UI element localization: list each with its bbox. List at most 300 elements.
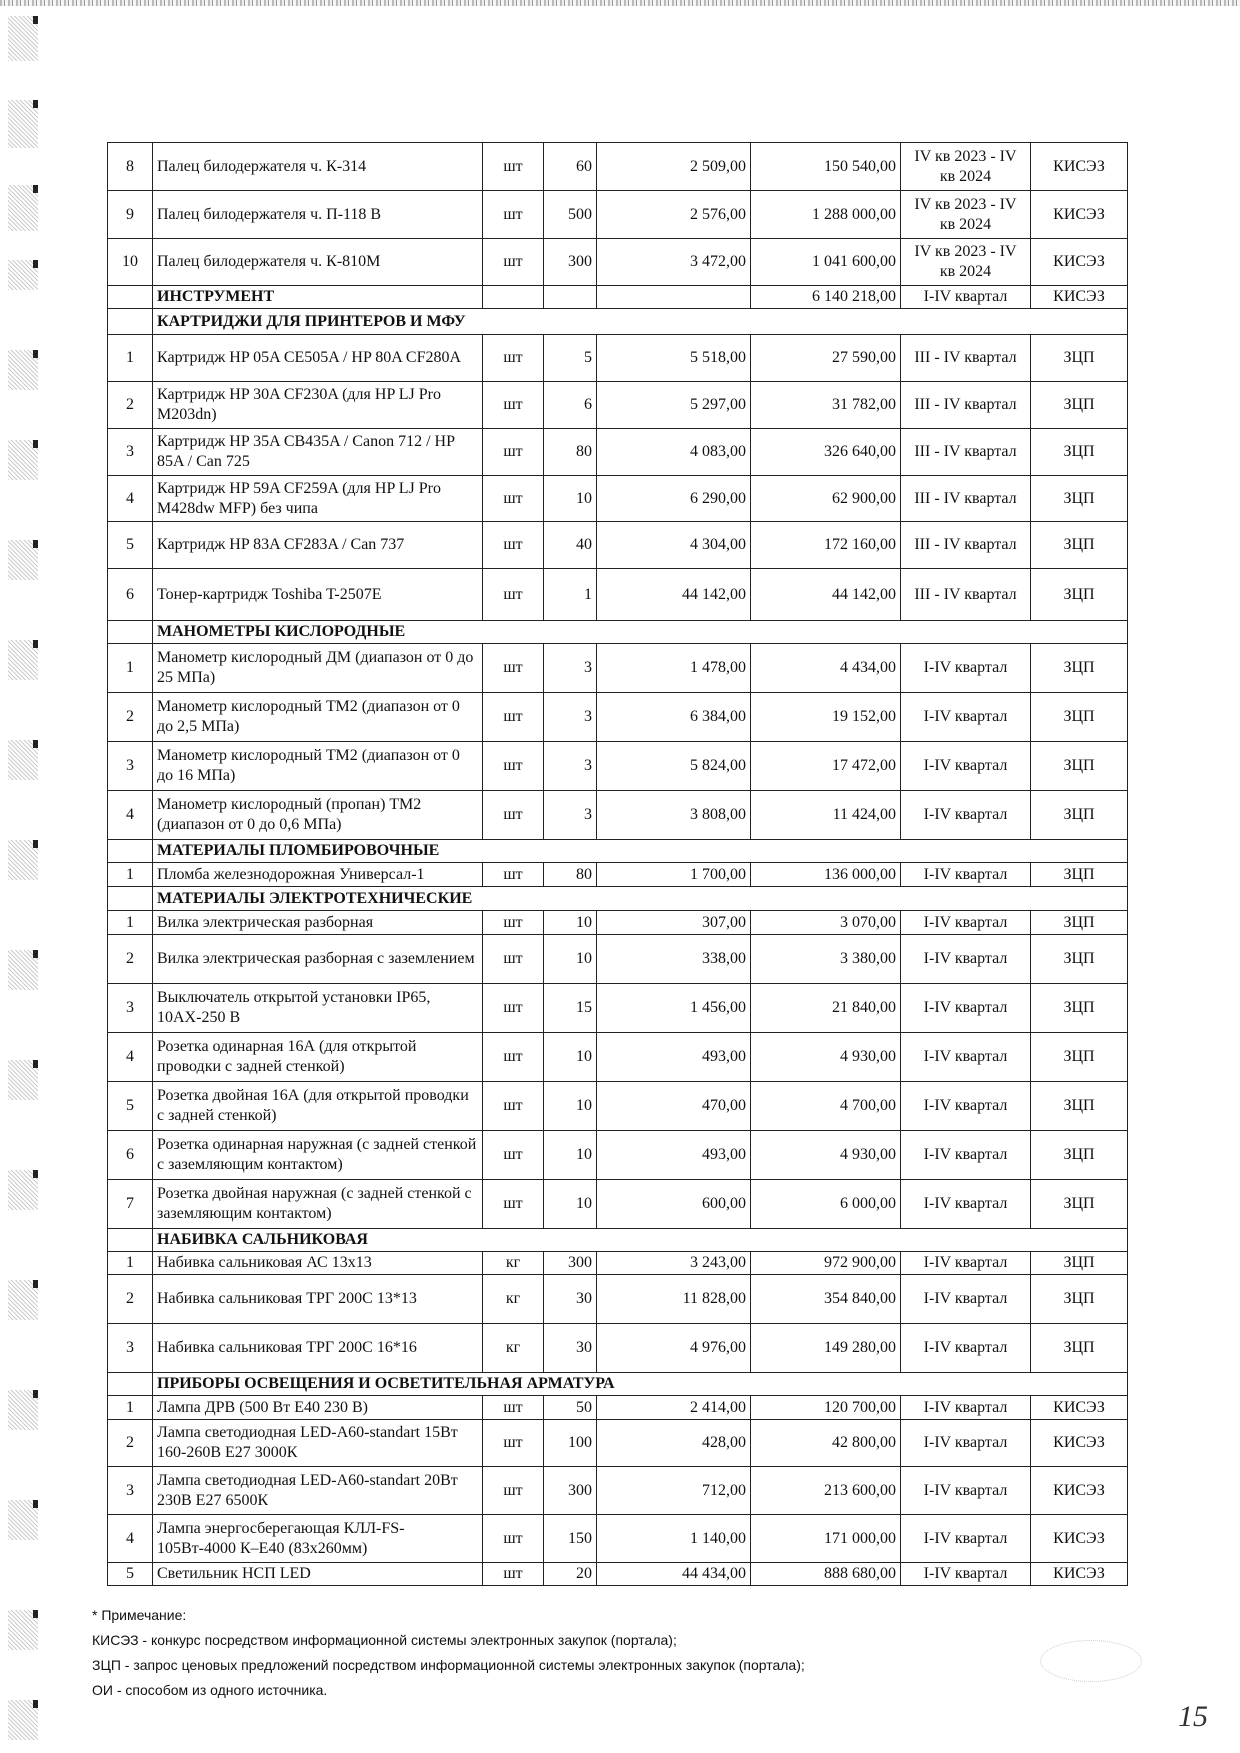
period-cell: I-IV квартал [901,1275,1031,1324]
total-cell: 354 840,00 [751,1275,901,1324]
unit-price-cell: 4 304,00 [597,522,751,569]
unit-cell: кг [483,1275,544,1324]
period-cell: III - IV квартал [901,522,1031,569]
row-number: 3 [108,1467,153,1515]
quantity-cell: 6 [544,382,597,429]
quantity-cell: 10 [544,1180,597,1229]
item-name: Набивка сальниковая АС 13х13 [153,1252,483,1275]
period-cell: I-IV квартал [901,984,1031,1033]
row-number-empty [108,840,153,863]
quantity-cell: 300 [544,1252,597,1275]
method-cell: КИСЭЗ [1031,239,1128,286]
method-cell: КИСЭЗ [1031,191,1128,239]
total-cell: 17 472,00 [751,742,901,791]
unit-price-cell: 5 518,00 [597,335,751,382]
item-name: Картридж HP 59A CF259A (для HP LJ Pro M428dw MFP) без чипа [153,476,483,522]
binding-hole-mark [8,350,38,390]
table-row [108,791,1128,840]
method-cell: ЗЦП [1031,1131,1128,1180]
period-cell: I-IV квартал [901,286,1031,309]
method-cell: ЗЦП [1031,935,1128,984]
row-number: 1 [108,1396,153,1420]
unit-price-cell: 2 509,00 [597,143,751,191]
period-cell: I-IV квартал [901,1252,1031,1275]
table-row [108,1563,1128,1586]
section-header-row [108,621,1128,644]
quantity-cell: 3 [544,644,597,693]
row-number: 2 [108,1275,153,1324]
period-cell: III - IV квартал [901,476,1031,522]
binding-hole-mark [8,440,38,480]
quantity-cell: 20 [544,1563,597,1586]
faded-stamp [1040,1640,1142,1682]
total-cell: 213 600,00 [751,1467,901,1515]
table-row [108,429,1128,476]
period-cell: I-IV квартал [901,1131,1031,1180]
unit-cell: шт [483,1033,544,1082]
method-cell: ЗЦП [1031,476,1128,522]
quantity-cell: 10 [544,1082,597,1131]
method-cell: КИСЭЗ [1031,143,1128,191]
binding-hole-mark [8,1610,38,1650]
section-header-row [108,840,1128,863]
binding-hole-mark [8,1700,38,1740]
row-number: 4 [108,791,153,840]
table-row [108,522,1128,569]
section-header-row [108,1229,1128,1252]
method-cell: КИСЭЗ [1031,1467,1128,1515]
unit-price-cell: 600,00 [597,1180,751,1229]
total-cell: 6 000,00 [751,1180,901,1229]
table-row [108,984,1128,1033]
binding-hole-mark [8,1500,38,1540]
table-row [108,742,1128,791]
quantity-cell: 3 [544,742,597,791]
footnote-kisez: КИСЭЗ - конкурс посредством информационной системы электронных закупок (портала); [92,1632,677,1648]
item-name: Картридж HP 35A CB435A / Canon 712 / HP 85A / Can 725 [153,429,483,476]
row-number: 2 [108,935,153,984]
row-number-empty [108,309,153,335]
binding-hole-mark [8,1060,38,1100]
total-cell: 171 000,00 [751,1515,901,1563]
unit-cell: кг [483,1252,544,1275]
period-cell: I-IV квартал [901,863,1031,887]
method-cell: КИСЭЗ [1031,1396,1128,1420]
unit-cell: шт [483,863,544,887]
unit-cell: шт [483,1396,544,1420]
method-cell: КИСЭЗ [1031,286,1128,309]
period-cell: I-IV квартал [901,791,1031,840]
table-row [108,335,1128,382]
row-number: 1 [108,911,153,935]
method-cell: ЗЦП [1031,984,1128,1033]
quantity-cell: 30 [544,1324,597,1373]
method-cell: ЗЦП [1031,1252,1128,1275]
unit-price-cell: 338,00 [597,935,751,984]
unit-price-cell: 5 297,00 [597,382,751,429]
quantity-cell: 60 [544,143,597,191]
unit-price-cell: 2 414,00 [597,1396,751,1420]
method-cell: КИСЭЗ [1031,1515,1128,1563]
section-title: МАНОМЕТРЫ КИСЛОРОДНЫЕ [153,621,1128,644]
footnote-title: * Примечание: [92,1607,187,1623]
row-number-empty [108,286,153,309]
total-cell: 4 434,00 [751,644,901,693]
table-row [108,191,1128,239]
quantity-cell: 150 [544,1515,597,1563]
row-number: 10 [108,239,153,286]
total-cell: 11 424,00 [751,791,901,840]
unit-price-cell: 3 808,00 [597,791,751,840]
total-cell: 4 930,00 [751,1033,901,1082]
unit-cell: шт [483,644,544,693]
row-number-empty [108,1229,153,1252]
quantity-cell: 10 [544,476,597,522]
unit-cell: шт [483,1563,544,1586]
table-row [108,476,1128,522]
period-cell: III - IV квартал [901,429,1031,476]
total-cell: 3 380,00 [751,935,901,984]
item-name: Лампа светодиодная LED-A60-standart 15Вт 160-260В E27 3000К [153,1420,483,1467]
unit-cell: шт [483,911,544,935]
binding-hole-mark [8,1390,38,1430]
row-number-empty [108,621,153,644]
unit-cell: шт [483,742,544,791]
row-number: 9 [108,191,153,239]
row-number: 4 [108,1033,153,1082]
table-row [108,569,1128,621]
quantity-cell: 10 [544,935,597,984]
period-cell: I-IV квартал [901,1180,1031,1229]
footnote-zcp: ЗЦП - запрос ценовых предложений посредством информационной системы электронных закупок (портала); [92,1657,805,1673]
quantity-cell: 15 [544,984,597,1033]
row-number: 3 [108,429,153,476]
binding-hole-mark [8,1170,38,1210]
table-row [108,1082,1128,1131]
period-cell: I-IV квартал [901,1420,1031,1467]
table-row [108,239,1128,286]
unit-price-cell: 4 976,00 [597,1324,751,1373]
total-cell: 42 800,00 [751,1420,901,1467]
table-row [108,911,1128,935]
row-number: 6 [108,569,153,621]
item-name: Выключатель открытой установки IP65, 10АХ-250 В [153,984,483,1033]
unit-cell: шт [483,1467,544,1515]
method-cell: ЗЦП [1031,1033,1128,1082]
table-row [108,1180,1128,1229]
section-subtotal-row [108,286,1128,309]
period-cell: III - IV квартал [901,569,1031,621]
row-number: 2 [108,1420,153,1467]
item-name: Светильник НСП LED [153,1563,483,1586]
method-cell: КИСЭЗ [1031,1420,1128,1467]
unit-cell: шт [483,382,544,429]
unit-price-cell: 6 290,00 [597,476,751,522]
quantity-cell: 3 [544,791,597,840]
quantity-cell: 50 [544,1396,597,1420]
method-cell: ЗЦП [1031,382,1128,429]
total-cell: 31 782,00 [751,382,901,429]
unit-cell: шт [483,239,544,286]
binding-hole-mark [8,100,38,148]
total-cell: 136 000,00 [751,863,901,887]
period-cell: I-IV квартал [901,935,1031,984]
unit-price-cell: 493,00 [597,1131,751,1180]
row-number: 5 [108,1082,153,1131]
item-name: Тонер-картридж Toshiba T-2507E [153,569,483,621]
row-number: 5 [108,522,153,569]
quantity-cell: 1 [544,569,597,621]
method-cell: ЗЦП [1031,1275,1128,1324]
section-title: МАТЕРИАЛЫ ЭЛЕКТРОТЕХНИЧЕСКИЕ [153,887,1128,911]
method-cell: ЗЦП [1031,1082,1128,1131]
period-cell: I-IV квартал [901,742,1031,791]
quantity-cell: 10 [544,911,597,935]
unit-cell: шт [483,143,544,191]
quantity-cell: 80 [544,429,597,476]
period-cell: I-IV квартал [901,1515,1031,1563]
period-cell: I-IV квартал [901,1396,1031,1420]
table-row [108,863,1128,887]
period-cell: IV кв 2023 - IV кв 2024 [901,239,1031,286]
quantity-cell: 500 [544,191,597,239]
section-title: МАТЕРИАЛЫ ПЛОМБИРОВОЧНЫЕ [153,840,1128,863]
method-cell: ЗЦП [1031,429,1128,476]
total-cell: 4 700,00 [751,1082,901,1131]
unit-cell: шт [483,693,544,742]
unit-price-cell: 307,00 [597,911,751,935]
unit-cell: шт [483,191,544,239]
unit-cell: шт [483,522,544,569]
total-cell: 3 070,00 [751,911,901,935]
table-row [108,1131,1128,1180]
unit-price-cell: 3 472,00 [597,239,751,286]
unit-price-cell: 5 824,00 [597,742,751,791]
period-cell: III - IV квартал [901,335,1031,382]
table-row [108,1275,1128,1324]
method-cell: ЗЦП [1031,742,1128,791]
table-row [108,1515,1128,1563]
quantity-cell: 10 [544,1033,597,1082]
binding-hole-mark [8,1280,38,1320]
unit-price-cell: 2 576,00 [597,191,751,239]
unit-cell: шт [483,569,544,621]
unit-price-cell: 1 456,00 [597,984,751,1033]
method-cell: ЗЦП [1031,863,1128,887]
unit-cell: шт [483,335,544,382]
unit-price-cell: 470,00 [597,1082,751,1131]
method-cell: ЗЦП [1031,569,1128,621]
quantity-cell: 5 [544,335,597,382]
method-cell: ЗЦП [1031,644,1128,693]
binding-hole-mark [8,540,38,580]
unit-price-cell: 44 142,00 [597,569,751,621]
binding-hole-mark [8,260,38,290]
binding-hole-mark [8,640,38,680]
row-number: 1 [108,863,153,887]
period-cell: I-IV квартал [901,1082,1031,1131]
table-row [108,935,1128,984]
empty-cell [544,286,597,309]
period-cell: III - IV квартал [901,382,1031,429]
row-number: 3 [108,984,153,1033]
unit-cell: шт [483,429,544,476]
row-number: 7 [108,1180,153,1229]
item-name: Розетка одинарная наружная (с задней стенкой с заземляющим контактом) [153,1131,483,1180]
item-name: Набивка сальниковая ТРГ 200С 16*16 [153,1324,483,1373]
row-number-empty [108,1373,153,1396]
section-title: НАБИВКА САЛЬНИКОВАЯ [153,1229,1128,1252]
row-number: 4 [108,1515,153,1563]
period-cell: IV кв 2023 - IV кв 2024 [901,143,1031,191]
binding-hole-mark [8,950,38,990]
total-cell: 326 640,00 [751,429,901,476]
total-cell: 1 041 600,00 [751,239,901,286]
item-name: Лампа энергосберегающая КЛЛ-FS-105Вт-4000 К–Е40 (83х260мм) [153,1515,483,1563]
item-name: Лампа ДРВ (500 Вт Е40 230 В) [153,1396,483,1420]
row-number: 2 [108,382,153,429]
unit-price-cell: 11 828,00 [597,1275,751,1324]
table-row [108,1252,1128,1275]
unit-price-cell: 712,00 [597,1467,751,1515]
unit-cell: шт [483,1180,544,1229]
period-cell: I-IV квартал [901,1467,1031,1515]
binding-hole-mark [8,185,38,231]
total-cell: 4 930,00 [751,1131,901,1180]
empty-cell [483,286,544,309]
unit-cell: шт [483,984,544,1033]
unit-price-cell: 1 478,00 [597,644,751,693]
unit-price-cell: 6 384,00 [597,693,751,742]
empty-cell [597,286,751,309]
item-name: Палец билодержателя ч. К-810М [153,239,483,286]
item-name: Манометр кислородный ТМ2 (диапазон от 0 до 2,5 МПа) [153,693,483,742]
total-cell: 172 160,00 [751,522,901,569]
row-number: 8 [108,143,153,191]
row-number: 3 [108,1324,153,1373]
period-cell: IV кв 2023 - IV кв 2024 [901,191,1031,239]
period-cell: I-IV квартал [901,1033,1031,1082]
method-cell: ЗЦП [1031,911,1128,935]
subtotal-cell: 6 140 218,00 [751,286,901,309]
row-number: 6 [108,1131,153,1180]
period-cell: I-IV квартал [901,911,1031,935]
table-row [108,1420,1128,1467]
method-cell: ЗЦП [1031,693,1128,742]
binding-hole-mark [8,840,38,880]
period-cell: I-IV квартал [901,644,1031,693]
unit-cell: кг [483,1324,544,1373]
total-cell: 19 152,00 [751,693,901,742]
unit-price-cell: 44 434,00 [597,1563,751,1586]
row-number: 4 [108,476,153,522]
binding-hole-mark [8,740,38,780]
total-cell: 120 700,00 [751,1396,901,1420]
section-header-row [108,309,1128,335]
section-title: КАРТРИДЖИ ДЛЯ ПРИНТЕРОВ И МФУ [153,309,1128,335]
unit-price-cell: 428,00 [597,1420,751,1467]
table-row [108,1324,1128,1373]
item-name: Вилка электрическая разборная [153,911,483,935]
period-cell: I-IV квартал [901,1563,1031,1586]
scan-edge-top [0,0,1240,6]
footnote [92,1603,805,1703]
quantity-cell: 3 [544,693,597,742]
scan-edge-left [0,0,42,1753]
unit-price-cell: 493,00 [597,1033,751,1082]
total-cell: 21 840,00 [751,984,901,1033]
table-row [108,693,1128,742]
period-cell: I-IV квартал [901,1324,1031,1373]
total-cell: 149 280,00 [751,1324,901,1373]
method-cell: ЗЦП [1031,791,1128,840]
table-row [108,382,1128,429]
section-title: ИНСТРУМЕНТ [153,286,483,309]
item-name: Картридж HP 30A CF230A (для HP LJ Pro M203dn) [153,382,483,429]
item-name: Набивка сальниковая ТРГ 200С 13*13 [153,1275,483,1324]
quantity-cell: 80 [544,863,597,887]
section-header-row [108,1373,1128,1396]
unit-price-cell: 1 700,00 [597,863,751,887]
unit-price-cell: 1 140,00 [597,1515,751,1563]
item-name: Лампа светодиодная LED-A60-standart 20Вт 230В E27 6500К [153,1467,483,1515]
procurement-table [107,142,1128,1586]
item-name: Розетка двойная наружная (с задней стенкой с заземляющим контактом) [153,1180,483,1229]
total-cell: 1 288 000,00 [751,191,901,239]
unit-price-cell: 4 083,00 [597,429,751,476]
table-row [108,1033,1128,1082]
unit-cell: шт [483,791,544,840]
page-number: 15 [1178,1700,1208,1733]
row-number: 1 [108,644,153,693]
method-cell: ЗЦП [1031,522,1128,569]
quantity-cell: 10 [544,1131,597,1180]
total-cell: 888 680,00 [751,1563,901,1586]
item-name: Картридж HP 83A CF283A / Can 737 [153,522,483,569]
total-cell: 150 540,00 [751,143,901,191]
footnote-oi: ОИ - способом из одного источника. [92,1682,328,1698]
unit-cell: шт [483,476,544,522]
item-name: Манометр кислородный ДМ (диапазон от 0 до 25 МПа) [153,644,483,693]
table-body [108,143,1128,1586]
section-header-row [108,887,1128,911]
binding-hole-mark [8,16,38,61]
period-cell: I-IV квартал [901,693,1031,742]
item-name: Пломба железнодорожная Универсал-1 [153,863,483,887]
method-cell: ЗЦП [1031,1180,1128,1229]
item-name: Картридж HP 05A CE505A / HP 80A CF280A [153,335,483,382]
method-cell: ЗЦП [1031,335,1128,382]
table-row [108,1396,1128,1420]
total-cell: 62 900,00 [751,476,901,522]
method-cell: ЗЦП [1031,1324,1128,1373]
total-cell: 44 142,00 [751,569,901,621]
unit-cell: шт [483,1420,544,1467]
item-name: Вилка электрическая разборная с заземлением [153,935,483,984]
unit-price-cell: 3 243,00 [597,1252,751,1275]
item-name: Манометр кислородный ТМ2 (диапазон от 0 до 16 МПа) [153,742,483,791]
section-title: ПРИБОРЫ ОСВЕЩЕНИЯ И ОСВЕТИТЕЛЬНАЯ АРМАТУРА [153,1373,1128,1396]
quantity-cell: 30 [544,1275,597,1324]
quantity-cell: 300 [544,239,597,286]
table-row [108,143,1128,191]
table-row [108,644,1128,693]
quantity-cell: 40 [544,522,597,569]
item-name: Палец билодержателя ч. П-118 В [153,191,483,239]
table-row [108,1467,1128,1515]
unit-cell: шт [483,935,544,984]
row-number: 1 [108,1252,153,1275]
